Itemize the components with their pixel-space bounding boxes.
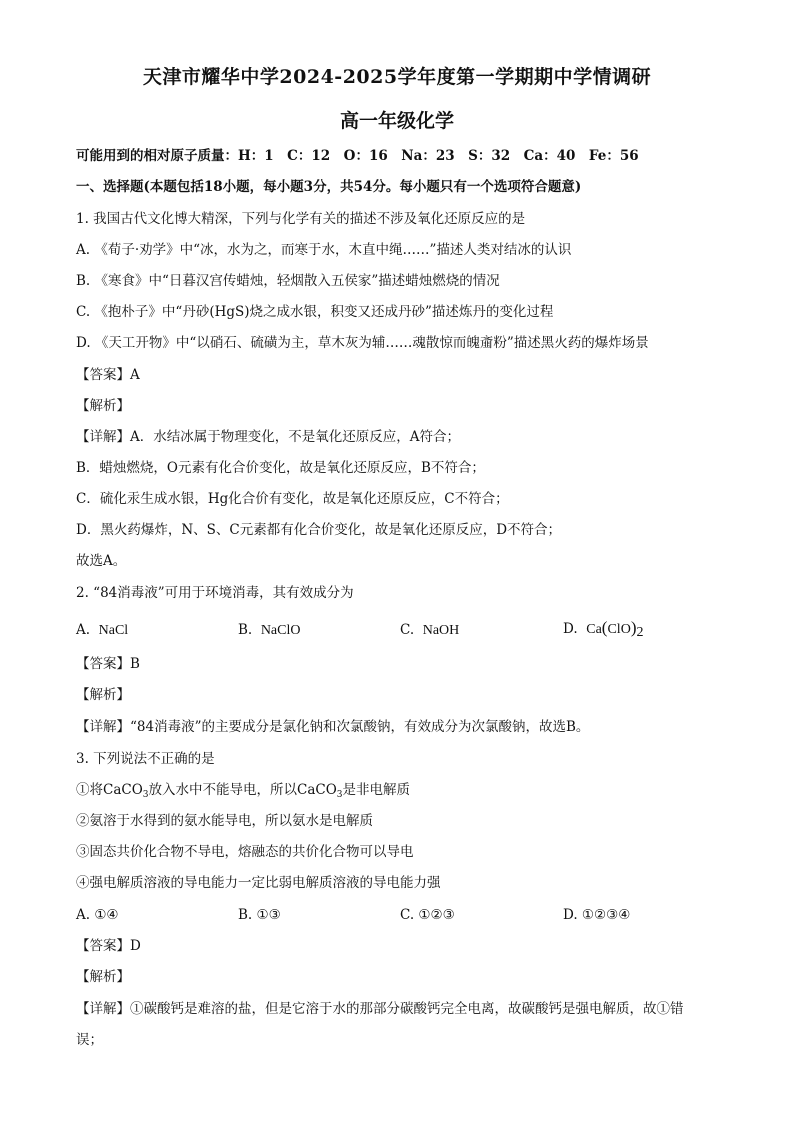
q2-analysis-label: 【解析】: [76, 687, 130, 703]
q1-stem: 1. 我国古代文化博大精深，下列与化学有关的描述不涉及氧化还原反应的是: [76, 211, 526, 227]
q3-statement-2: ②氨溶于水得到的氨水能导电，所以氨水是电解质: [76, 813, 373, 829]
q1-option-b: B. 《寒食》中“日暮汉宫传蜡烛，轻烟散入五侯家”描述蜡烛燃烧的情况: [76, 273, 500, 289]
q3-statement-4: ④强电解质溶液的导电能力一定比弱电解质溶液的导电能力强: [76, 875, 441, 891]
q1-option-d: D. 《天工开物》中“以硝石、硫磺为主，草木灰为辅……魂散惊而魄齑粉”描述黑火药的爆炸场景: [76, 335, 649, 351]
q3-statement-3: ③固态共价化合物不导电，熔融态的共价化合物可以导电: [76, 844, 414, 860]
q1-option-a: A. 《荀子·劝学》中“冰，水为之，而寒于水，木直中绳……”描述人类对结冰的认识: [76, 242, 572, 258]
q1-detail-5: 故选A。: [76, 553, 127, 569]
q2-option-a: A. NaCl: [76, 622, 129, 638]
q3-option-c: C. ①②③: [400, 907, 455, 923]
atomic-masses: 可能用到的相对原子质量：H：1 C：12 O：16 Na：23 S：32 Ca：40 Fe：56: [76, 148, 639, 164]
q3-detail-2: 误；: [76, 1032, 103, 1048]
q3-statement-1: ①将CaCO$_3$放入水中不能导电，所以CaCO$_3$是非电解质: [76, 782, 411, 800]
section-heading: 一、选择题(本题包括18小题，每小题3分，共54分。每小题只有一个选项符合题意): [76, 179, 582, 195]
q3-option-d: D. ①②③④: [563, 907, 631, 923]
q2-stem: 2. “84消毒液”可用于环境消毒，其有效成分为: [76, 585, 354, 601]
q1-detail-2: B．蜡烛燃烧，O元素有化合价变化，故是氧化还原反应，B不符合；: [76, 460, 485, 476]
q1-detail-3: C．硫化汞生成水银，Hg化合价有变化，故是氧化还原反应，C不符合；: [76, 491, 509, 507]
q1-analysis-label: 【解析】: [76, 398, 130, 414]
q2-option-c: C. NaOH: [400, 622, 460, 638]
exam-subtitle: 高一年级化学: [339, 110, 454, 132]
q2-answer: 【答案】B: [76, 656, 140, 672]
q3-analysis-label: 【解析】: [76, 969, 130, 985]
q3-stem: 3. 下列说法不正确的是: [76, 751, 215, 767]
q2-option-d: D. $Ca(ClO)_2$: [563, 618, 644, 640]
q3-answer: 【答案】D: [76, 938, 141, 954]
q3-detail-1: 【详解】①碳酸钙是难溶的盐，但是它溶于水的那部分碳酸钙完全电离，故碳酸钙是强电解质，故①错: [76, 1001, 684, 1017]
q2-option-b: B. NaClO: [238, 622, 301, 638]
exam-title: 天津市耀华中学2024-2025学年度第一学期期中学情调研: [142, 66, 652, 88]
q2-detail: 【详解】“84消毒液”的主要成分是氯化钠和次氯酸钠，有效成分为次氯酸钠，故选B。: [76, 719, 590, 735]
q1-option-c: C. 《抱朴子》中“丹砂(HgS)烧之成水银，积变又还成丹砂”描述炼丹的变化过程: [76, 304, 554, 320]
q1-detail-1: 【详解】A．水结冰属于物理变化，不是氧化还原反应，A符合；: [76, 429, 460, 445]
q3-option-a: A. ①④: [76, 907, 119, 923]
q1-detail-4: D．黑火药爆炸，N、S、C元素都有化合价变化，故是氧化还原反应，D不符合；: [76, 522, 562, 538]
q1-answer: 【答案】A: [76, 367, 140, 383]
q3-option-b: B. ①③: [238, 907, 281, 923]
